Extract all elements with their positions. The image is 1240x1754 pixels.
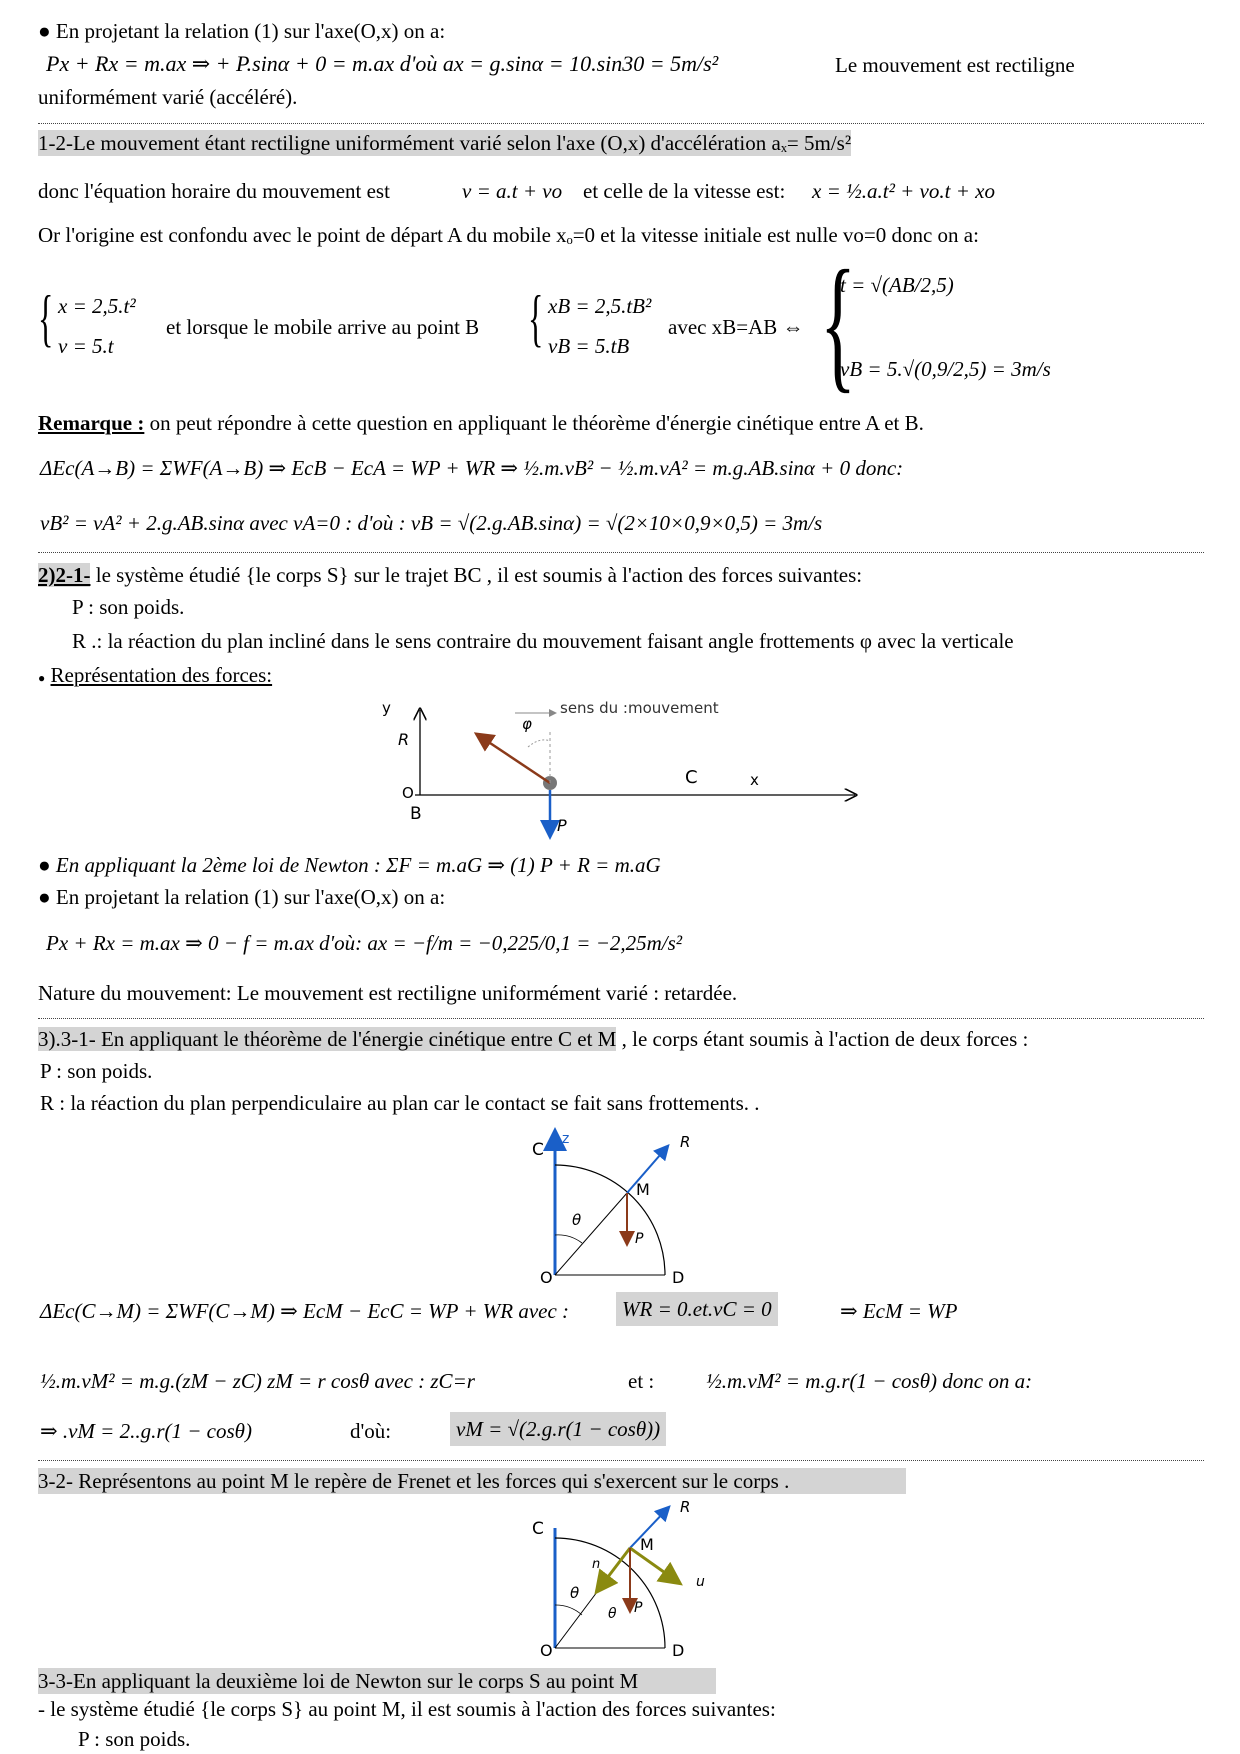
avec-text: avec xB=AB ⇔	[668, 315, 804, 339]
label-r: R	[680, 1133, 691, 1151]
label-c: C	[532, 1519, 544, 1539]
theta-arc	[555, 1235, 582, 1243]
work-box: WR = 0.et.vC = 0	[616, 1292, 778, 1326]
position-law: x = ½.a.t² + vo.t + xo	[812, 179, 995, 203]
force-weight-3: P : son poids.	[78, 1727, 191, 1751]
label-r: R	[680, 1500, 691, 1516]
section-3-1-label: 3).3-1- En appliquant le théorème de l'énergie cinétique entre C et M	[38, 1027, 617, 1051]
system3-t: t = √(AB/2,5)	[840, 273, 954, 297]
force-weight: P : son poids.	[72, 595, 185, 619]
separator	[38, 552, 1204, 553]
height-equation: ½.m.vM² = m.g.(zM − zC) zM = r cosθ avec : zC=r	[40, 1369, 475, 1393]
frenet-diagram	[520, 1500, 740, 1660]
origin-text: Or l'origine est confondu avec le point de départ A du mobile xₒ=0 et la vitesse initiale est nulle vo=0 donc on a:	[38, 223, 979, 247]
separator	[38, 1460, 1204, 1461]
section-2-number: 2)2-1-	[38, 563, 91, 587]
brace: {	[38, 282, 54, 353]
vm-squared: ⇒ .vM = 2..g.r(1 − cosθ)	[40, 1419, 252, 1443]
label-d: D	[672, 1641, 685, 1660]
vitesse-text: et celle de la vitesse est:	[583, 179, 786, 203]
label-sens: sens du :mouvement	[560, 699, 719, 717]
phi-arc	[528, 740, 550, 747]
deceleration-equation: Px + Rx = m.ax ⇒ 0 − f = m.ax d'où: ax = −f/m = −0,225/0,1 = −2,25m/s²	[46, 931, 683, 955]
section-3-2-heading: 3-2- Représentons au point M le repère de Frenet et les forces qui s'exercent sur le corps .	[38, 1468, 906, 1494]
motion-nature: uniformément varié (accéléré).	[38, 85, 298, 109]
label-m: M	[636, 1180, 650, 1199]
label-p: P	[635, 1231, 644, 1247]
separator	[38, 1018, 1204, 1019]
remark-text: on peut répondre à cette question en appliquant le théorème d'énergie cinétique entre A et B.	[149, 411, 924, 435]
energy-equation-cm: ΔEc(C→M) = ΣWF(C→M) ⇒ EcM − EcC = WP + WR avec :	[40, 1299, 570, 1323]
forces-diagram-bc	[360, 685, 880, 845]
tangent-vector	[630, 1548, 678, 1582]
reaction-arrow	[478, 735, 550, 783]
system1-x: x = 2,5.t²	[58, 294, 136, 318]
normal-vector	[598, 1548, 630, 1590]
vb-equation: vB² = vA² + 2.g.AB.sinα avec vA=0 : d'où : vB = √(2.g.AB.sinα) = √(2×10×0,9×0,5) = 3m/s	[40, 511, 823, 535]
section-3-heading	[38, 1026, 1028, 1052]
label-p: P	[634, 1600, 643, 1616]
label-theta: θ	[572, 1211, 582, 1229]
radius	[555, 1193, 627, 1275]
system2-x: xB = 2,5.tB²	[548, 294, 652, 318]
velocity-law: v = a.t + vo	[462, 179, 563, 203]
vm-result-box: vM = √(2.g.r(1 − cosθ))	[450, 1412, 666, 1446]
section-3-1-tail: , le corps étant soumis à l'action de deux forces :	[616, 1027, 1029, 1051]
equation-tail: Le mouvement est rectiligne	[835, 53, 1075, 77]
arrive-text: et lorsque le mobile arrive au point B	[166, 315, 480, 339]
brace: {	[528, 282, 544, 353]
motion-nature-2: Nature du mouvement: Le mouvement est rectiligne uniformément varié : retardée.	[38, 981, 738, 1005]
system2-v: vB = 5.tB	[548, 334, 630, 358]
label-n: n	[592, 1557, 601, 1572]
energy-r-equation: ½.m.vM² = m.g.r(1 − cosθ) donc on a:	[706, 1369, 1033, 1393]
remark	[38, 410, 924, 436]
section-1-2-heading: 1-2-Le mouvement étant rectiligne uniformément varié selon l'axe (O,x) d'accélération aₓ= 5m/s²	[38, 131, 852, 155]
equation-accel: Px + Rx = m.ax ⇒ + P.sinα + 0 = m.ax d'où ax = g.sinα = 10.sin30 = 5m/s²	[46, 51, 719, 76]
representation-label: Représentation des forces:	[50, 663, 273, 687]
label-m: M	[640, 1535, 654, 1554]
separator	[38, 123, 1204, 124]
force-reaction: R .: la réaction du plan incliné dans le sens contraire du mouvement faisant angle frottements φ avec la verticale	[72, 629, 1014, 653]
label-p: P	[557, 816, 567, 835]
energy-equation: ΔEc(A→B) = ΣWF(A→B) ⇒ EcB − EcA = WP + WR ⇒ ½.m.vB² − ½.m.vA² = m.g.AB.sinα + 0 donc:	[40, 456, 904, 480]
label-x: x	[750, 771, 759, 789]
section-2-heading	[38, 562, 862, 588]
section-2-text: le système étudié {le corps S} sur le trajet BC , il est soumis à l'action des forces suivantes:	[90, 563, 863, 587]
dou-text: d'où:	[350, 1419, 392, 1443]
label-o: O	[540, 1268, 553, 1285]
quarter-circle-diagram	[520, 1125, 720, 1285]
force-reaction-2: R : la réaction du plan perpendiculaire au plan car le contact se fait sans frottements. .	[40, 1091, 760, 1115]
system3-vb: vB = 5.√(0,9/2,5) = 3m/s	[840, 357, 1051, 381]
energy-result: ⇒ EcM = WP	[840, 1299, 958, 1323]
section-3-3-heading: 3-3-En appliquant la deuxième loi de Newton sur le corps S au point M	[38, 1668, 716, 1694]
representation-heading: ● Représentation des forces:	[38, 663, 273, 687]
system1-v: v = 5.t	[58, 334, 114, 358]
label-phi: φ	[522, 715, 532, 733]
label-r: R	[398, 730, 410, 749]
brace-large: {	[820, 240, 856, 406]
projection-bullet: ● En projetant la relation (1) sur l'axe(O,x) on a:	[38, 19, 446, 43]
horaire-text: donc l'équation horaire du mouvement est	[38, 179, 390, 203]
newton-law: ● En appliquant la 2ème loi de Newton : ΣF = m.aG ⇒ (1) P + R = m.aG	[38, 853, 661, 877]
force-weight-2: P : son poids.	[40, 1059, 153, 1083]
et-text: et :	[628, 1369, 655, 1393]
label-d: D	[672, 1268, 685, 1285]
label-u: u	[696, 1574, 705, 1590]
label-y: y	[382, 699, 391, 717]
label-c: C	[532, 1140, 544, 1160]
label-b: B	[410, 804, 422, 824]
label-o: O	[402, 784, 414, 802]
projection-bullet-2: ● En projetant la relation (1) sur l'axe(O,x) on a:	[38, 885, 446, 909]
label-c: C	[685, 767, 698, 788]
label-z: z	[562, 1131, 570, 1147]
label-theta: θ	[570, 1584, 580, 1602]
remark-label: Remarque :	[38, 411, 145, 435]
system-text: - le système étudié {le corps S} au point M, il est soumis à l'action des forces suivantes:	[38, 1697, 776, 1721]
label-theta-2: θ	[608, 1606, 617, 1622]
label-o: O	[540, 1641, 553, 1660]
theta-arc	[555, 1605, 582, 1615]
